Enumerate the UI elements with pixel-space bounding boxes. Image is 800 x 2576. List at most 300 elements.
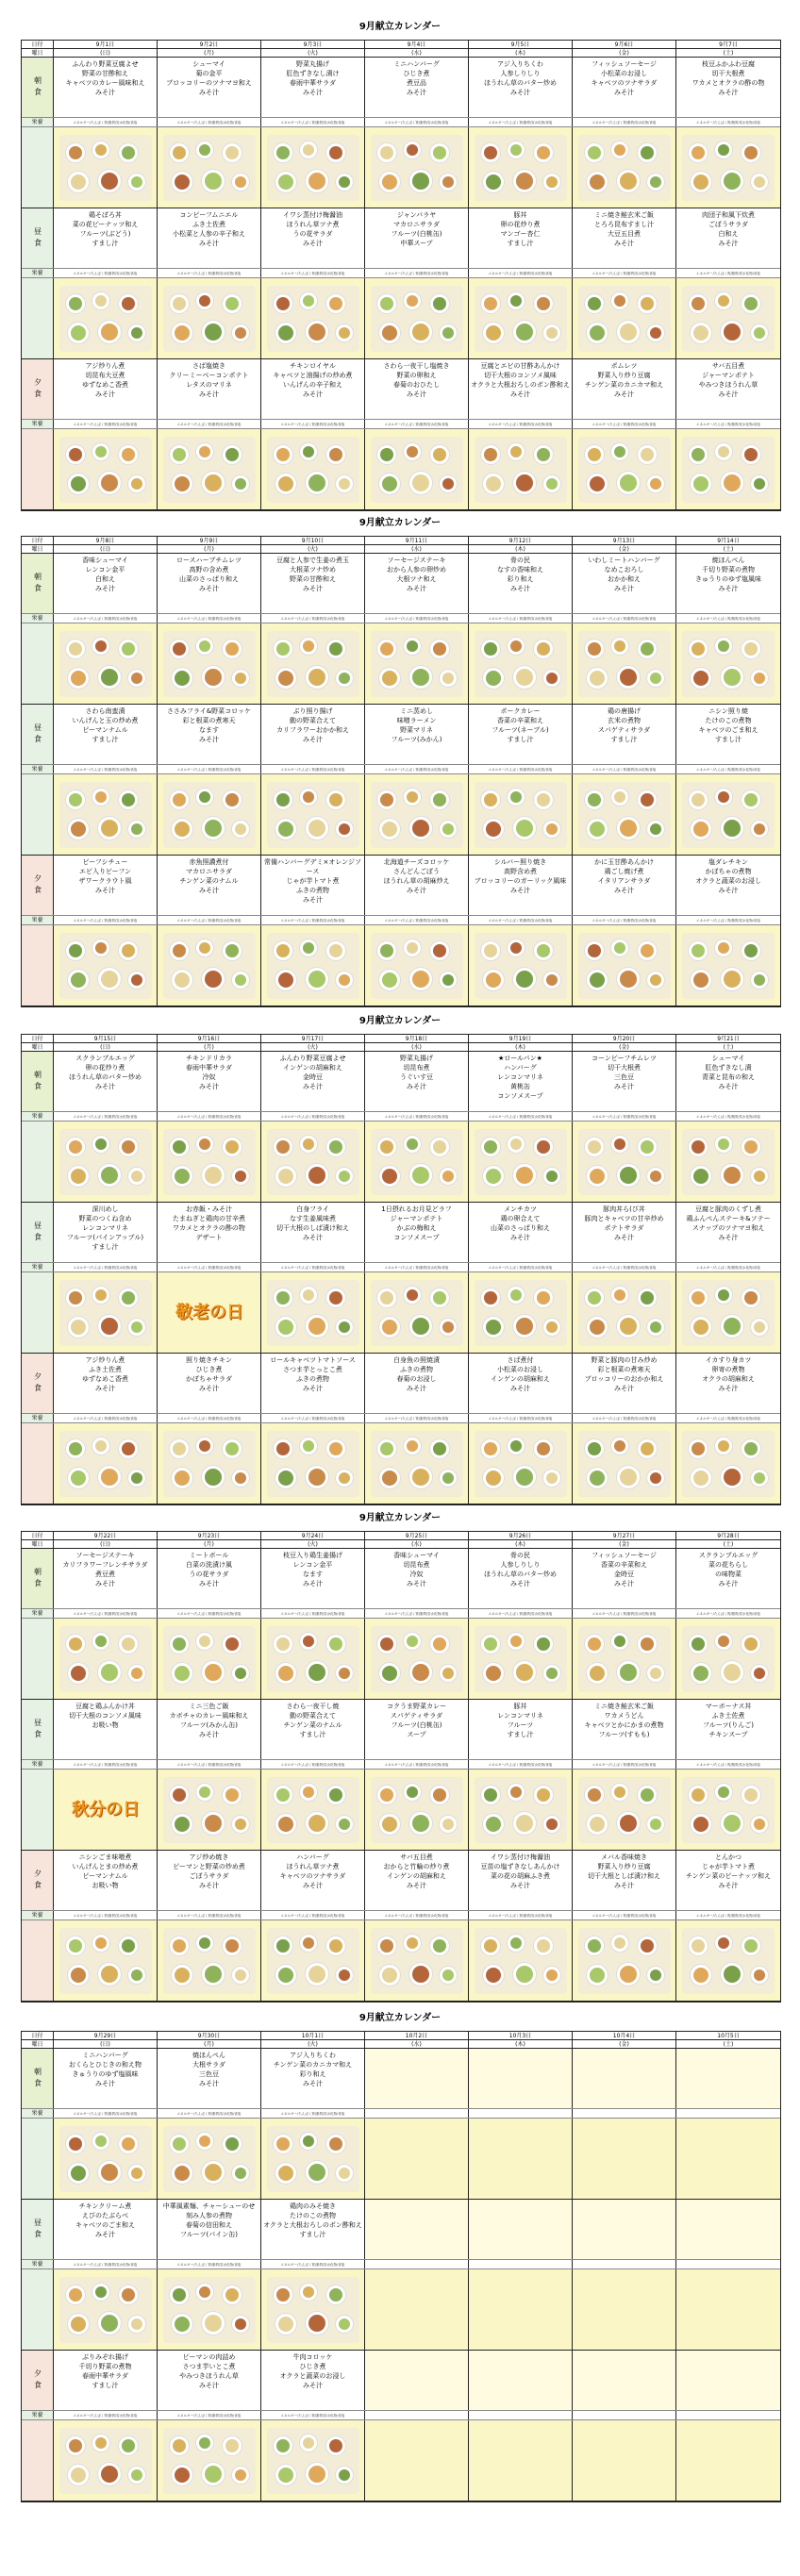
food-icon bbox=[724, 1318, 741, 1335]
dish-icon bbox=[688, 1785, 708, 1805]
food-icon bbox=[95, 2437, 107, 2449]
dish-icon bbox=[222, 789, 242, 810]
dish-name: たけのこの煮物 bbox=[705, 717, 752, 724]
menu-cell bbox=[158, 208, 261, 268]
meal-tray-photo bbox=[682, 135, 775, 201]
dish-icon bbox=[97, 967, 122, 991]
photo-cell bbox=[573, 278, 676, 358]
food-icon bbox=[329, 1788, 342, 1802]
dish-name: オクラと蔬菜のお浸し bbox=[279, 2372, 346, 2380]
food-icon bbox=[412, 324, 429, 341]
dish-icon bbox=[507, 1437, 525, 1455]
dish-icon bbox=[231, 2466, 250, 2485]
dish-icon bbox=[169, 639, 190, 659]
menu-cell bbox=[158, 1700, 261, 1759]
dish-name: 野菜丸揚げ bbox=[400, 1055, 433, 1062]
food-icon bbox=[329, 2137, 342, 2151]
nutrition-cell: エネルギー/たんぱく質/脂質/炭水化物/食塩 bbox=[573, 269, 676, 277]
dish-icon bbox=[376, 789, 397, 810]
food-icon bbox=[339, 1668, 350, 1679]
food-icon bbox=[122, 1637, 135, 1651]
dish-name: 野菜の卵和え bbox=[396, 372, 437, 379]
row-label bbox=[22, 429, 54, 509]
meal-tray-photo bbox=[267, 286, 359, 352]
food-icon bbox=[407, 1440, 418, 1452]
dish-name: 黄桃缶 bbox=[510, 1083, 530, 1090]
menu-cell bbox=[573, 2049, 676, 2108]
dish-name: イタリアンサラダ bbox=[597, 877, 651, 885]
menu-cell bbox=[469, 2351, 573, 2410]
dish-name: チンゲン菜のカニカマ和え bbox=[584, 381, 664, 389]
date-cell: 9月16日 bbox=[158, 1035, 261, 1042]
row-label: 朝食 bbox=[22, 2049, 54, 2108]
dish-icon bbox=[201, 169, 225, 193]
dish-name: みそ汁 bbox=[614, 887, 634, 894]
dish-icon bbox=[195, 1135, 214, 1154]
dish-name: キャベツのツナサラダ bbox=[279, 1872, 346, 1880]
food-icon bbox=[590, 1169, 605, 1184]
dish-icon bbox=[335, 1966, 354, 1985]
menu-cell bbox=[573, 554, 676, 613]
food-icon bbox=[692, 1442, 705, 1455]
row-label bbox=[22, 774, 54, 855]
weekday-cell: (木) bbox=[469, 49, 573, 57]
dish-name: じゃが芋トマト煮 bbox=[702, 1863, 755, 1870]
food-icon bbox=[650, 974, 661, 986]
food-icon bbox=[131, 1472, 142, 1484]
dish-name: ピーマンと野菜の炒め煮 bbox=[173, 1863, 245, 1870]
food-icon bbox=[308, 1469, 325, 1486]
nutrition-row bbox=[22, 765, 780, 774]
menu-row-d bbox=[22, 359, 780, 420]
menu-cell bbox=[365, 1203, 469, 1262]
dish-name: レンコン金平 bbox=[292, 1561, 333, 1569]
dish-icon bbox=[637, 142, 658, 163]
meal-tray-photo bbox=[163, 1777, 256, 1843]
dish-icon bbox=[533, 1634, 554, 1654]
nutrition-cell: エネルギー/たんぱく質/脂質/炭水化物/食塩 bbox=[158, 420, 261, 428]
weekday-row bbox=[22, 545, 780, 554]
food-icon bbox=[101, 173, 118, 190]
food-icon bbox=[588, 793, 601, 806]
food-icon bbox=[641, 1788, 654, 1802]
food-icon bbox=[205, 474, 222, 491]
food-icon bbox=[225, 1442, 239, 1455]
dish-icon bbox=[169, 1137, 190, 1157]
food-icon bbox=[510, 446, 522, 457]
dish-icon bbox=[646, 474, 665, 493]
dish-icon bbox=[408, 1660, 433, 1685]
dish-icon bbox=[118, 142, 139, 163]
dish-icon bbox=[305, 2462, 329, 2486]
food-icon bbox=[407, 640, 418, 652]
weekday-cell: (月) bbox=[158, 2040, 261, 2048]
meal-tray-photo bbox=[371, 631, 463, 697]
food-icon bbox=[95, 1636, 107, 1647]
dish-name: 鶏ふんぺんステーキ&ソテー bbox=[686, 1215, 771, 1222]
food-icon bbox=[510, 942, 522, 954]
food-icon bbox=[537, 1637, 550, 1651]
food-icon bbox=[235, 1171, 246, 1182]
date-cell: 9月28日 bbox=[717, 1533, 740, 1539]
dish-icon bbox=[482, 818, 505, 840]
food-icon bbox=[692, 1291, 705, 1305]
meal-tray-photo bbox=[682, 782, 775, 848]
dish-icon bbox=[741, 639, 761, 659]
photo-cell bbox=[158, 1272, 261, 1353]
food-icon bbox=[225, 1788, 239, 1802]
photo-cell bbox=[469, 2420, 573, 2501]
dish-icon bbox=[67, 2313, 90, 2335]
dish-name: やみつきほうれん草 bbox=[179, 2372, 239, 2380]
menu-cell bbox=[573, 359, 676, 419]
photo-cell bbox=[676, 925, 780, 1005]
dish-name: ワカメとオクラの酢の物 bbox=[173, 1224, 245, 1232]
row-label: 昼食 bbox=[22, 1203, 54, 1262]
calendar-table bbox=[21, 1531, 781, 2003]
dish-icon bbox=[637, 1438, 658, 1459]
food-icon bbox=[484, 1939, 497, 1953]
food-icon bbox=[693, 1817, 708, 1832]
dish-icon bbox=[616, 1811, 641, 1836]
menu-row-d bbox=[22, 1354, 780, 1414]
food-icon bbox=[692, 1140, 705, 1154]
row-label: 栄養 bbox=[22, 614, 54, 623]
meal-tray-photo bbox=[475, 135, 567, 201]
food-icon bbox=[175, 325, 190, 341]
dish-name: ほうれん草のバター炒め bbox=[484, 79, 557, 87]
photo-cell bbox=[469, 925, 573, 1005]
meal-tray-photo bbox=[267, 933, 359, 999]
dish-icon bbox=[273, 1288, 293, 1308]
food-icon bbox=[614, 1440, 625, 1452]
nutrition-cell: エネルギー/たんぱく質/脂質/炭水化物/食塩 bbox=[261, 765, 365, 773]
menu-cell bbox=[676, 1549, 780, 1608]
dish-name: 大根サラダ bbox=[192, 2061, 225, 2069]
dish-icon bbox=[512, 967, 537, 991]
dish-icon bbox=[92, 2283, 110, 2302]
dish-name: ミートボール bbox=[189, 1552, 229, 1559]
dish-name: みそ汁 bbox=[95, 391, 115, 398]
dish-icon bbox=[533, 1785, 554, 1805]
dish-icon bbox=[584, 142, 605, 163]
date-cell: 9月5日 bbox=[469, 41, 573, 48]
nutrition-cell: エネルギー/たんぱく質/脂質/炭水化物/食塩 bbox=[696, 919, 760, 922]
weekday-cell: (日) bbox=[54, 1043, 158, 1051]
dish-icon bbox=[408, 665, 433, 690]
dish-name: チンゲン菜のナムル bbox=[283, 1721, 342, 1729]
menu-cell bbox=[365, 705, 469, 764]
dish-name: 三色豆 bbox=[199, 2070, 219, 2078]
food-icon bbox=[486, 1169, 501, 1184]
dish-icon bbox=[67, 1165, 90, 1188]
dish-name: キャベツと油揚げの炒め煮 bbox=[273, 372, 353, 379]
photo-cell bbox=[365, 1122, 469, 1202]
dish-name: みそ汁 bbox=[303, 2382, 323, 2389]
food-icon bbox=[308, 173, 325, 190]
dish-icon bbox=[403, 1437, 422, 1455]
meal-tray-photo bbox=[59, 1280, 152, 1346]
row-label: 栄養 bbox=[22, 1112, 54, 1121]
dish-icon bbox=[439, 324, 458, 342]
dish-icon bbox=[610, 1934, 629, 1953]
dish-name: 豚丼 bbox=[513, 1703, 527, 1710]
food-icon bbox=[205, 669, 222, 686]
dish-icon bbox=[507, 1286, 525, 1305]
dish-icon bbox=[378, 322, 401, 344]
dish-icon bbox=[231, 971, 250, 989]
nutrition-cell: エネルギー/たんぱく質/脂質/炭水化物/食塩 bbox=[469, 1760, 573, 1769]
nutrition-cell: エネルギー/たんぱく質/脂質/炭水化物/食塩 bbox=[469, 614, 573, 623]
meal-tray-photo bbox=[163, 1626, 256, 1692]
photo-cell bbox=[158, 623, 261, 704]
photo-cell bbox=[54, 1423, 158, 1504]
row-label bbox=[22, 623, 54, 704]
dish-name: 小松菜のお浸し bbox=[601, 70, 647, 77]
photo-cell bbox=[469, 278, 573, 358]
dish-icon bbox=[201, 967, 225, 991]
photo-cell bbox=[261, 2119, 365, 2199]
meal-tray-photo bbox=[578, 1777, 671, 1843]
food-icon bbox=[95, 144, 107, 156]
dish-icon bbox=[429, 1438, 450, 1459]
food-icon bbox=[407, 1289, 418, 1301]
food-icon bbox=[620, 1469, 637, 1486]
dish-name: 彩と根菜の煮寒天 bbox=[597, 1366, 651, 1373]
food-icon bbox=[407, 295, 418, 307]
dish-icon bbox=[273, 444, 293, 465]
dish-name: 刻み人参の煮物 bbox=[186, 2212, 232, 2219]
dish-name: 白和え bbox=[718, 230, 739, 238]
dish-icon bbox=[231, 1966, 250, 1985]
dish-icon bbox=[586, 1165, 608, 1188]
dish-icon bbox=[512, 169, 537, 193]
row-label bbox=[22, 1619, 54, 1699]
dish-icon bbox=[690, 171, 712, 193]
weekday-cell: (土) bbox=[723, 1044, 734, 1051]
meal-tray-photo bbox=[267, 631, 359, 697]
dish-icon bbox=[741, 1634, 761, 1654]
food-icon bbox=[101, 2466, 118, 2483]
food-icon bbox=[199, 942, 210, 954]
dish-icon bbox=[305, 1465, 329, 1489]
dish-name: スパゲティサラダ bbox=[597, 726, 651, 734]
nutrition-cell: エネルギー/たんぱく質/脂質/炭水化物/食塩 bbox=[696, 272, 760, 275]
food-icon bbox=[339, 1969, 350, 1981]
dish-icon bbox=[92, 637, 110, 656]
menu-cell bbox=[573, 2200, 676, 2259]
date-cell: 9月8日 bbox=[54, 537, 158, 544]
menu-cell bbox=[365, 208, 469, 268]
nutrition-cell: エネルギー/たんぱく質/脂質/炭水化物/食塩 bbox=[573, 420, 676, 428]
dish-icon bbox=[325, 1936, 346, 1956]
dish-name: みそ汁 bbox=[303, 1083, 323, 1090]
nutrition-cell: エネルギー/たんぱく質/脂質/炭水化物/食塩 bbox=[365, 420, 469, 428]
dish-icon bbox=[610, 1632, 629, 1651]
photo-cell bbox=[676, 1423, 780, 1504]
food-icon bbox=[590, 822, 605, 837]
dish-icon bbox=[586, 1813, 608, 1836]
dish-name: 鶏の唐揚げ bbox=[608, 707, 641, 715]
food-icon bbox=[412, 820, 429, 837]
photo-cell bbox=[365, 1770, 469, 1850]
weekday-cell: (水) bbox=[365, 49, 469, 57]
dish-icon bbox=[171, 2162, 193, 2185]
dish-name: ジャーマンポテト bbox=[390, 1215, 443, 1222]
dish-icon bbox=[646, 1664, 665, 1683]
dish-icon bbox=[169, 293, 190, 314]
dish-name: みそ汁 bbox=[95, 1580, 115, 1587]
dish-name: 卵寄の煮物 bbox=[711, 1366, 745, 1373]
menu-cell bbox=[261, 2200, 365, 2259]
dish-icon bbox=[714, 939, 733, 957]
dish-name: みそ汁 bbox=[303, 896, 323, 904]
dish-icon bbox=[195, 141, 214, 159]
dish-name: ごぼうサラダ bbox=[708, 221, 748, 228]
food-icon bbox=[278, 822, 293, 837]
food-icon bbox=[303, 1289, 314, 1301]
food-icon bbox=[339, 974, 350, 986]
dish-name: 白身魚の照焼漬 bbox=[393, 1356, 440, 1364]
food-icon bbox=[724, 1815, 741, 1832]
food-icon bbox=[303, 1138, 314, 1150]
photo-cell bbox=[365, 1619, 469, 1699]
menu-cell bbox=[676, 1700, 780, 1759]
dish-name: 大豆五目煮 bbox=[608, 230, 641, 238]
dish-icon bbox=[299, 939, 318, 957]
menu-cell bbox=[261, 856, 365, 915]
food-icon bbox=[278, 1666, 293, 1681]
dish-name: コクうま野菜カレー bbox=[387, 1703, 446, 1710]
dish-name: 山菜のさっぱり和え bbox=[179, 575, 239, 583]
dish-icon bbox=[512, 816, 537, 840]
photo-row-d bbox=[22, 1423, 780, 1504]
dish-icon bbox=[720, 816, 744, 840]
meal-tray-photo bbox=[267, 1129, 359, 1195]
food-icon bbox=[303, 640, 314, 652]
nutrition-cell: エネルギー/たんぱく質/脂質/炭水化物/食塩 bbox=[158, 269, 261, 277]
photo-cell bbox=[365, 2269, 469, 2350]
dish-icon bbox=[127, 1664, 146, 1683]
date-cell: 9月6日 bbox=[573, 41, 676, 48]
food-icon bbox=[620, 1815, 637, 1832]
dish-icon bbox=[750, 173, 769, 191]
date-cell: 9月4日 bbox=[365, 41, 469, 48]
meal-tray-photo bbox=[371, 1928, 463, 1994]
date-row bbox=[22, 41, 780, 49]
food-icon bbox=[175, 1666, 190, 1681]
food-icon bbox=[69, 1637, 82, 1651]
dish-name: みそ汁 bbox=[407, 585, 426, 592]
dish-icon bbox=[376, 1438, 397, 1459]
dish-icon bbox=[325, 444, 346, 465]
menu-cell bbox=[676, 208, 780, 268]
dish-icon bbox=[305, 967, 329, 991]
nutrition-cell: エネルギー/たんぱく質/脂質/炭水化物/食塩 bbox=[696, 1266, 760, 1270]
dish-name: ほうれん草のバター炒め bbox=[69, 1073, 142, 1081]
dish-icon bbox=[273, 2435, 293, 2456]
dish-name: フルーツ(白桃缶) bbox=[391, 1721, 442, 1729]
food-icon bbox=[339, 176, 350, 188]
food-icon bbox=[724, 173, 741, 190]
dish-name: 肛色ずきなし漬け bbox=[286, 70, 340, 77]
dish-icon bbox=[118, 1634, 139, 1654]
dish-icon bbox=[584, 1634, 605, 1654]
photo-cell bbox=[261, 2420, 365, 2501]
dish-name: すまし汁 bbox=[92, 240, 119, 247]
dish-icon bbox=[195, 1632, 214, 1651]
nutrition-cell: エネルギー/たんぱく質/脂質/炭水化物/食塩 bbox=[158, 614, 261, 623]
food-icon bbox=[692, 642, 705, 656]
dish-icon bbox=[127, 2315, 146, 2334]
food-icon bbox=[71, 325, 86, 341]
dish-icon bbox=[275, 1662, 297, 1685]
weekday-cell: (木) bbox=[469, 2040, 573, 2048]
nutrition-cell: エネルギー/たんぱく質/脂質/炭水化物/食塩 bbox=[365, 269, 469, 277]
food-icon bbox=[744, 1291, 758, 1305]
menu-cell bbox=[261, 705, 365, 764]
photo-row-d bbox=[22, 2420, 780, 2501]
food-icon bbox=[614, 1138, 625, 1150]
food-icon bbox=[122, 1939, 135, 1953]
photo-cell bbox=[469, 2119, 573, 2199]
date-cell: 9月2日 bbox=[158, 41, 261, 48]
dish-name: 切干大根としば漬け和え bbox=[588, 1872, 660, 1880]
meal-tray-photo bbox=[475, 1777, 567, 1843]
dish-icon bbox=[97, 816, 122, 840]
dish-icon bbox=[610, 1783, 629, 1802]
food-icon bbox=[614, 1289, 625, 1301]
dish-name: さわら一夜干し焼 bbox=[286, 1703, 340, 1710]
food-icon bbox=[486, 1320, 501, 1335]
dish-name: コーンビーフチムレツ bbox=[592, 1055, 657, 1062]
nutrition-cell: エネルギー/たんぱく質/脂質/炭水化物/食塩 bbox=[54, 2109, 158, 2118]
photo-cell bbox=[573, 1423, 676, 1504]
dish-icon bbox=[92, 1632, 110, 1651]
photo-cell bbox=[261, 429, 365, 509]
dish-icon bbox=[750, 1469, 769, 1487]
food-icon bbox=[101, 474, 118, 491]
dish-name: サバ五目煮 bbox=[711, 362, 745, 370]
dish-name: 香味シューマイ bbox=[393, 1552, 440, 1559]
dish-icon bbox=[646, 971, 665, 989]
dish-icon bbox=[646, 324, 665, 342]
food-icon bbox=[546, 1668, 558, 1679]
dish-name: 鶏肉のみそ焼き bbox=[290, 2202, 336, 2210]
food-icon bbox=[71, 1666, 86, 1681]
dish-icon bbox=[482, 1467, 505, 1489]
food-icon bbox=[407, 791, 418, 803]
meal-tray-photo bbox=[578, 1129, 671, 1195]
food-icon bbox=[620, 971, 637, 988]
food-icon bbox=[69, 1291, 82, 1305]
dish-name: みそ汁 bbox=[303, 1234, 323, 1241]
dish-icon bbox=[127, 474, 146, 493]
row-label: 日付 bbox=[22, 41, 54, 48]
menu-cell bbox=[261, 2351, 365, 2410]
dish-name: 枝豆入り鶏生姜揚げ bbox=[283, 1552, 342, 1559]
date-row bbox=[22, 537, 780, 545]
dish-name: スナップのツナマヨ和え bbox=[692, 1224, 765, 1232]
dish-icon bbox=[616, 1962, 641, 1986]
photo-cell bbox=[54, 774, 158, 855]
date-cell: 9月23日 bbox=[158, 1532, 261, 1539]
meal-tray-photo bbox=[163, 782, 256, 848]
photo-cell bbox=[261, 1770, 365, 1850]
dish-icon bbox=[171, 667, 193, 690]
food-icon bbox=[235, 673, 246, 684]
dish-name: 菊の金平 bbox=[195, 70, 223, 77]
